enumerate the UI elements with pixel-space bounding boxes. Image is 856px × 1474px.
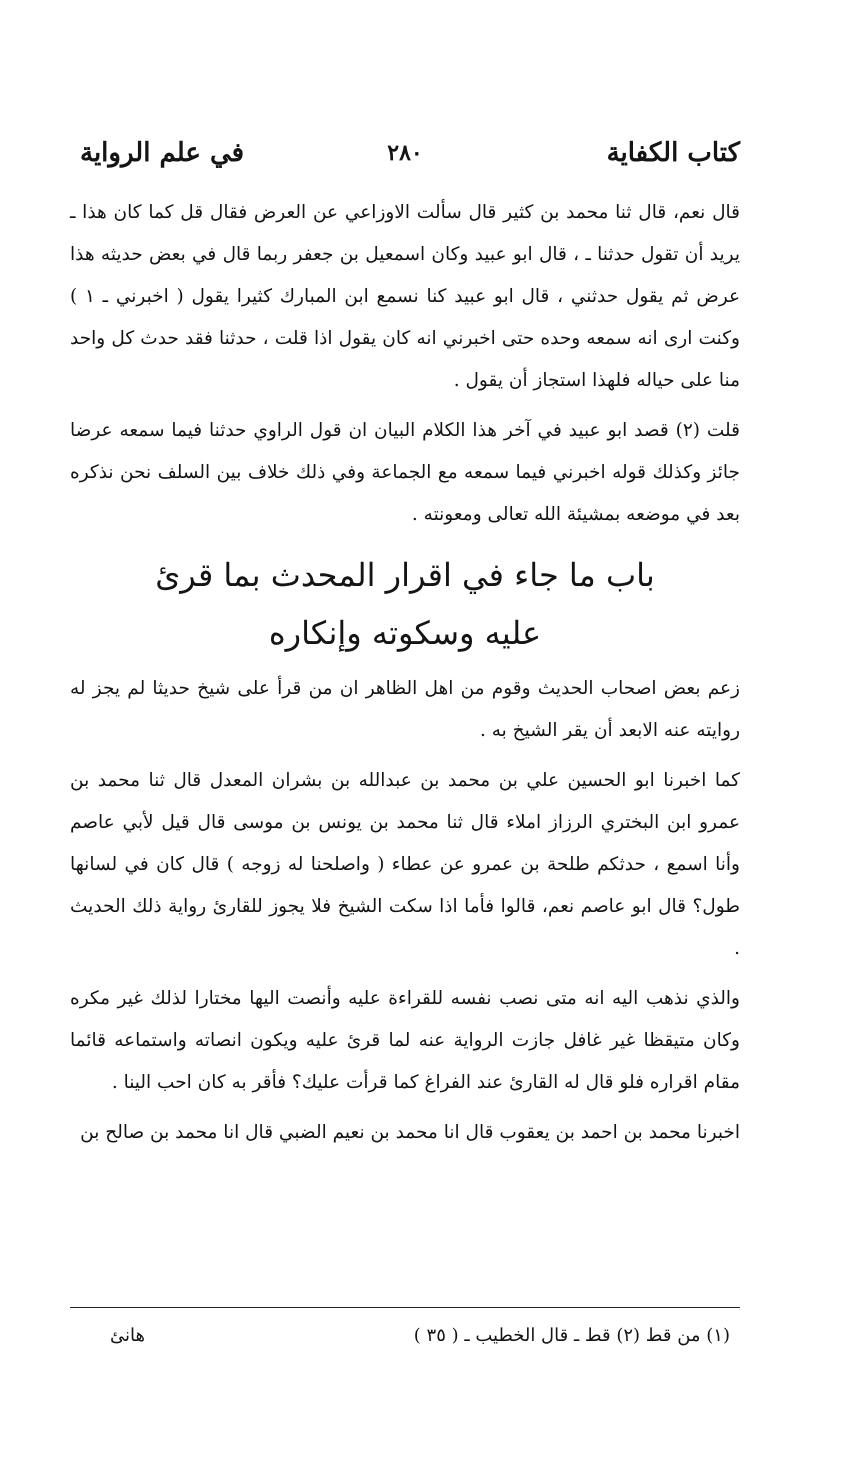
paragraph: قلت (٢) قصد ابو عبيد في آخر هذا الكلام البيان ان قول الراوي حدثنا فيما سمعه عرضا جائز وكذلك قوله اخبرني فيما سمعه مع الجماعة وفي ذلك خلاف بين السلف نحن نذكره بعد في موضعه بمشيئة الله تعالى ومعونته . — [70, 420, 740, 525]
document-page — [70, 130, 740, 1380]
running-header — [70, 130, 740, 192]
chapter-title — [70, 546, 740, 662]
paragraph: اخبرنا محمد بن احمد بن يعقوب قال انا محمد بن نعيم الضبي قال انا محمد بن صالح بن — [80, 1122, 740, 1143]
paragraph: والذي نذهب اليه انه متى نصب نفسه للقراءة عليه وأنصت اليها مختارا لذلك غير مكره وكان متيقظا غير غافل جازت الرواية عنه لما قرئ عليه ويكون انصاته واستماعه قائما مقام اقراره فلو قال له القارئ عند الفراغ كما قرأت عليك؟ فأقر به كان احب الينا . — [70, 988, 740, 1093]
page-number: ٢٨٠ — [387, 140, 423, 166]
book-subject: في علم الرواية — [80, 138, 245, 168]
paragraph: كما اخبرنا ابو الحسين علي بن محمد بن عبدالله بن بشران المعدل قال ثنا محمد بن عمرو ابن البختري الرزاز املاء قال ثنا محمد بن يونس بن موسى قال قيل لأبي عاصم وأنا اسمع ، حدثكم طلحة بن عمرو عن عطاء ( واصلحنا له زوجه ) قال كان في لسانها طول؟ قال ابو عاصم نعم، قالوا فأما اذا سكت الشيخ فلا يجوز للقارئ رواية ذلك الحديث . — [70, 770, 740, 959]
paragraph: قال نعم، قال ثنا محمد بن كثير قال سألت الاوزاعي عن العرض فقال قل كما كان هذا ـ يريد أن تقول حدثنا ـ ، قال ابو عبيد وكان اسمعيل بن جعفر ربما قال في بعض حديثه هذا عرض ثم يقول حدثني ، قال ابو عبيد كنا نسمع ابن المبارك كثيرا يقول ( اخبرني ـ ١ ) وكنت ارى انه سمعه وحده حتى اخبرني انه كان يقول اذا قلت ، حدثنا فقد حدث كل واحد منا على حياله فلهذا استجاز أن يقول . — [70, 202, 740, 391]
footnotes — [70, 1325, 740, 1365]
catchword: هانئ — [110, 1325, 145, 1346]
chapter-title-line: عليه وسكوته وإنكاره — [268, 614, 542, 652]
footnote-text: (١) من قط (٢) قط ـ قال الخطيب ـ ( ٣٥ ) — [413, 1325, 730, 1346]
footnote-divider — [70, 1307, 740, 1308]
paragraph: زعم بعض اصحاب الحديث وقوم من اهل الظاهر ان من قرأ على شيخ حديثا لم يجز له روايته عنه الابعد أن يقر الشيخ به . — [70, 678, 740, 741]
chapter-title-line: باب ما جاء في اقرار المحدث بما قرئ — [155, 556, 655, 594]
book-title: كتاب الكفاية — [606, 138, 740, 168]
